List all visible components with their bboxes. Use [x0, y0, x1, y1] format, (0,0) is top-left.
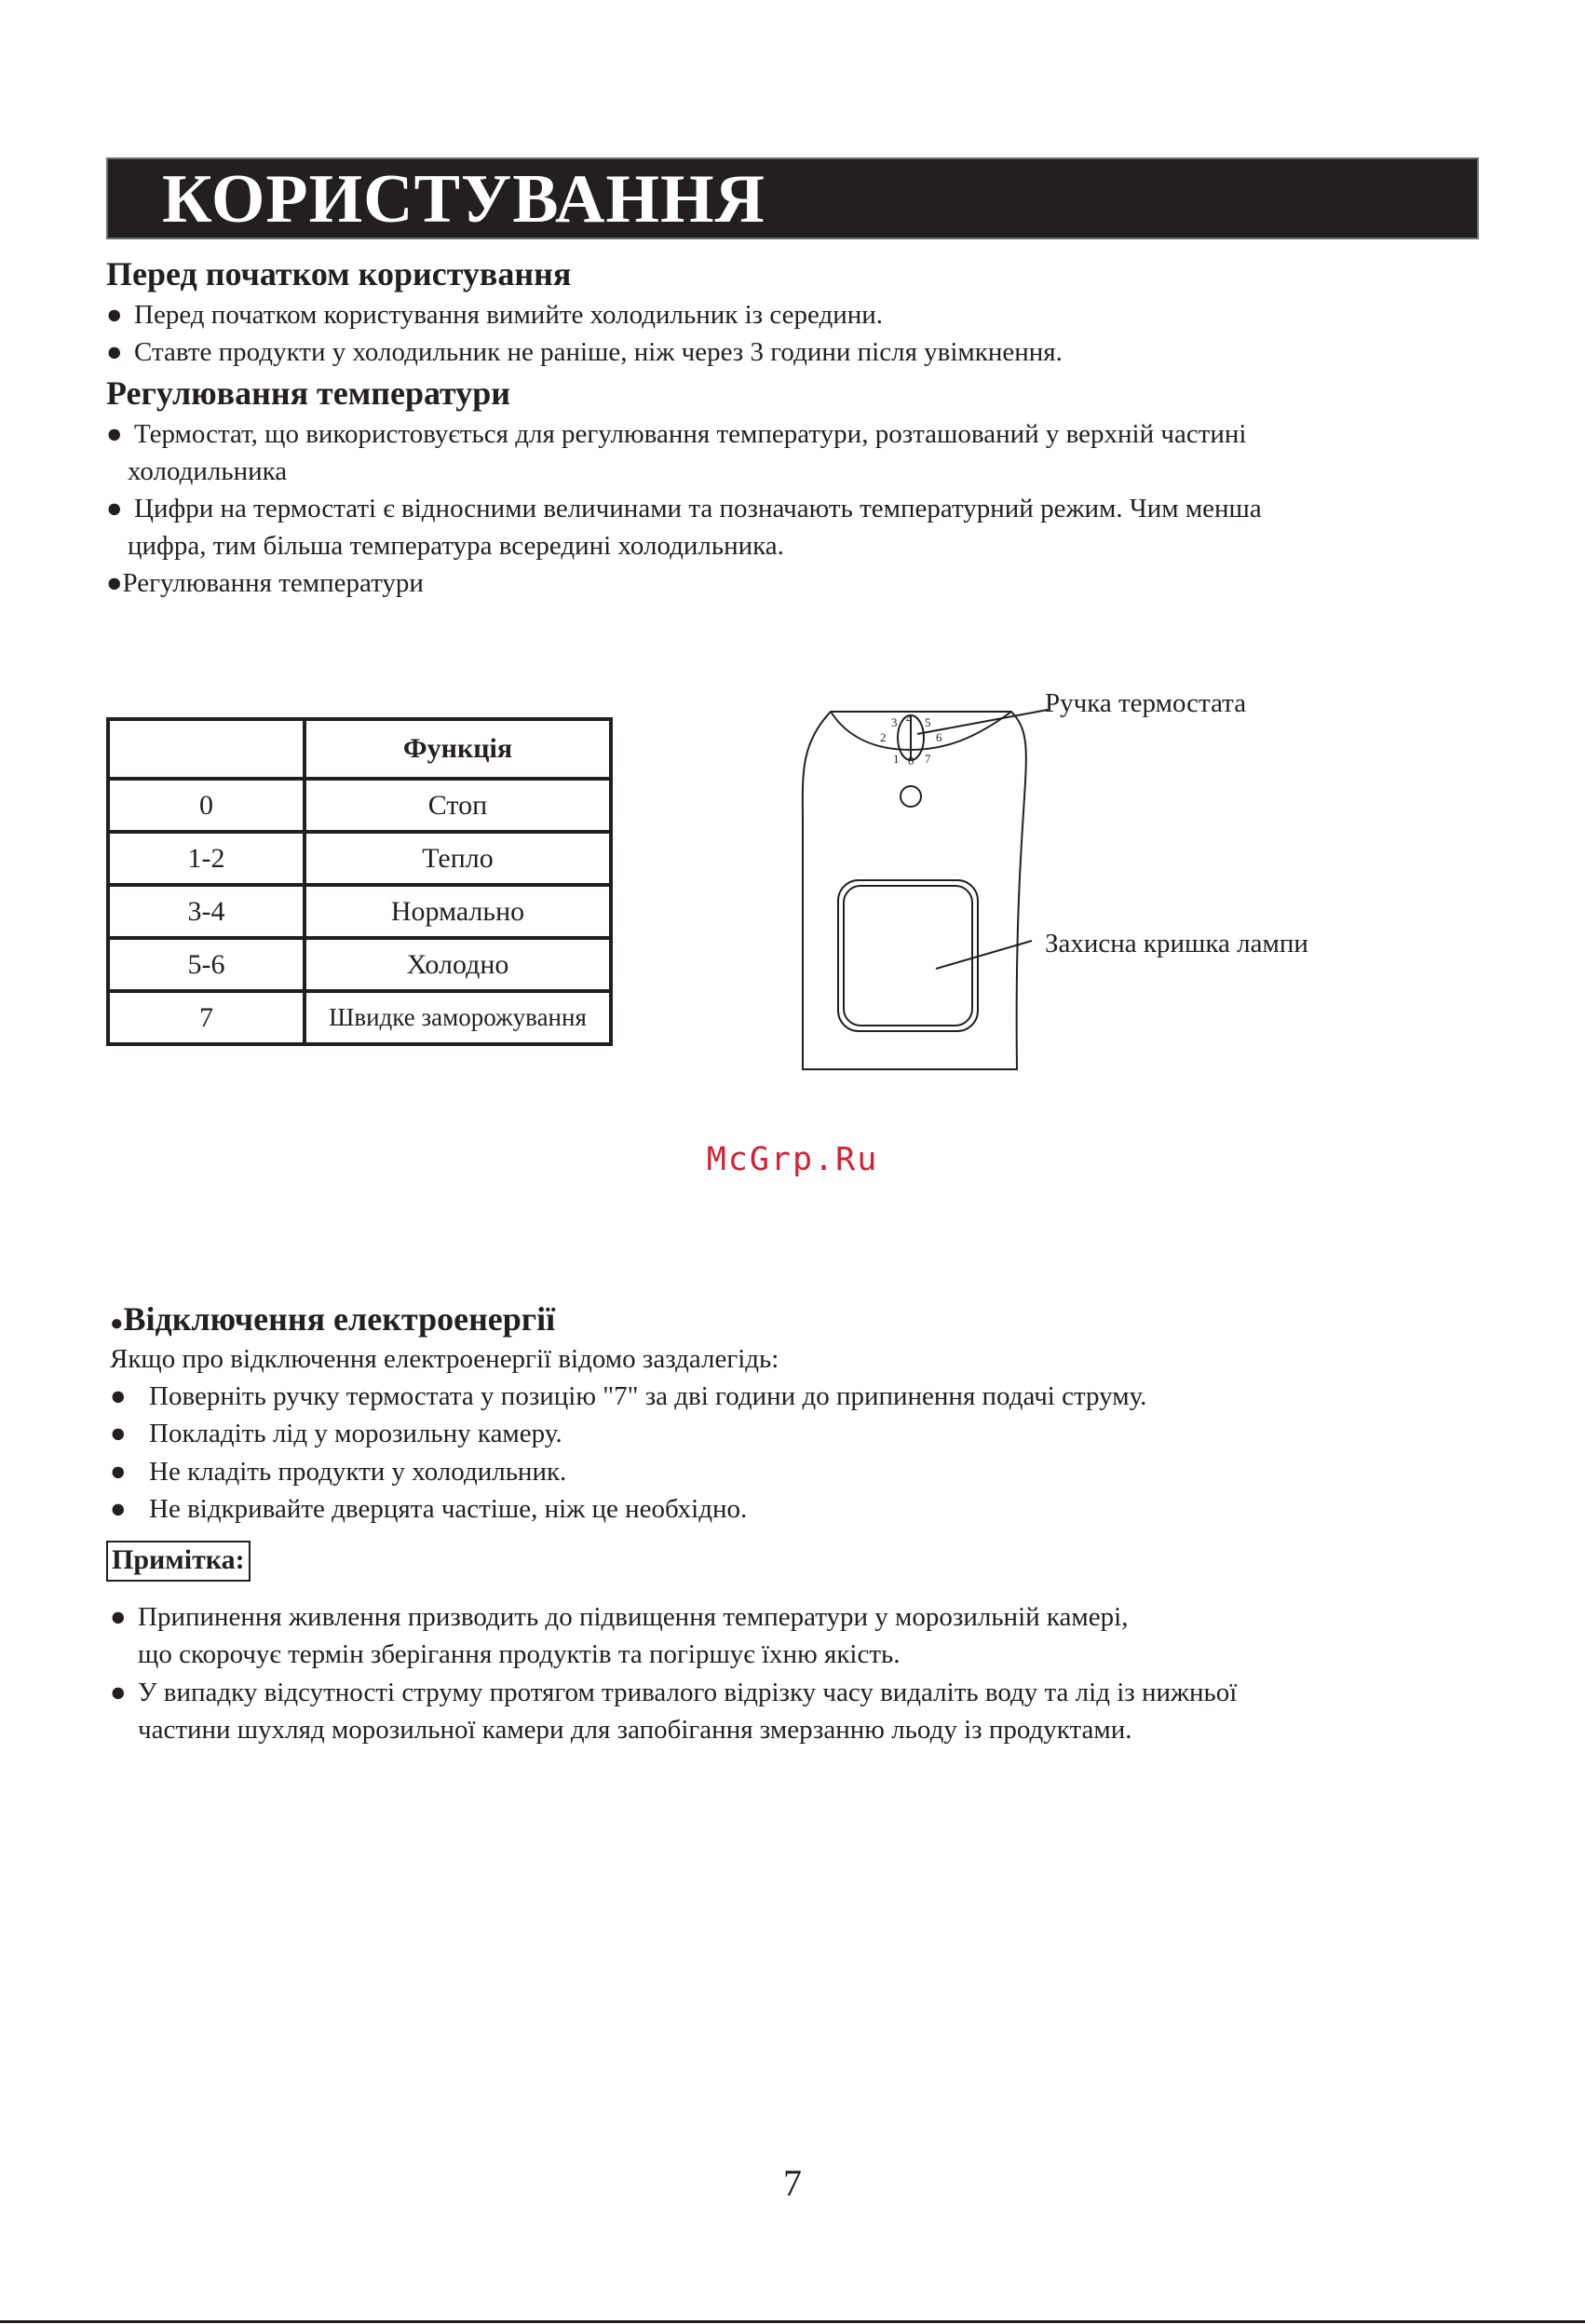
- table-cell: Стоп: [305, 779, 611, 832]
- temp-item-1: ● Термостат, що використовується для регулювання температури, розташований у верхній частині: [106, 419, 1247, 449]
- note-item-1: ● Припинення живлення призводить до підвищення температури у морозильній камері,: [110, 1602, 1129, 1632]
- power-off-item-4: ● Не відкривайте дверцята частіше, ніж це необхідно.: [110, 1494, 748, 1524]
- lamp-button-icon: [901, 786, 921, 807]
- dial-number: 2: [880, 730, 887, 744]
- table-header-cell: Функція: [305, 719, 611, 779]
- watermark: McGrp.Ru: [706, 1141, 879, 1178]
- table-cell: Тепло: [305, 832, 611, 885]
- lamp-cover-inner: [844, 886, 972, 1026]
- note-item-1-cont: що скорочує термін зберігання продуктів та погіршує їхню якість.: [138, 1639, 901, 1669]
- dial-number: 5: [925, 715, 931, 729]
- note-item-2: ● У випадку відсутності струму протягом тривалого відрізку часу видаліть воду та лід із нижньої: [110, 1678, 1238, 1707]
- page-number: 7: [783, 2162, 802, 2204]
- table-header-cell: [108, 719, 305, 779]
- thermostat-knob-label: Ручка термостата: [1045, 689, 1247, 718]
- temp-item-2: ● Цифри на термостаті є відносними величинами та позначають температурний режим. Чим менша: [106, 494, 1262, 523]
- table-header-row: [108, 719, 611, 779]
- page-title: КОРИСТУВАННЯ: [162, 161, 765, 238]
- table-row: [108, 885, 611, 938]
- dial-number: 0: [908, 754, 914, 768]
- thermostat-housing: [831, 712, 1011, 750]
- power-off-intro: Якщо про відключення електроенергії відомо заздалегідь:: [110, 1344, 779, 1374]
- table-cell: 0: [108, 779, 305, 832]
- dial-number: 7: [925, 752, 931, 766]
- table-cell: 1-2: [108, 832, 305, 885]
- note-label: Примітка:: [106, 1541, 251, 1582]
- table-cell: 3-4: [108, 885, 305, 938]
- thermostat-function-table: [106, 717, 613, 1046]
- note-item-2-cont: частини шухляд морозильної камери для запобігання змерзанню льоду із продуктами.: [138, 1715, 1132, 1745]
- before-use-item-2: ● Ставте продукти у холодильник не раніше, ніж через 3 години після увімкнення.: [106, 337, 1063, 367]
- title-banner: [106, 157, 1479, 239]
- dial-number: 4: [906, 712, 913, 726]
- fridge-wall-outline: [803, 712, 1026, 1069]
- temp-sub: ●Регулювання температури: [106, 568, 424, 598]
- before-use-heading: Перед початком користування: [106, 255, 572, 292]
- temp-heading: Регулювання температури: [106, 374, 511, 412]
- lamp-cover-outer: [838, 880, 978, 1031]
- table-cell: Нормально: [305, 885, 611, 938]
- temp-item-1-cont: холодильника: [128, 456, 288, 486]
- table-row: [108, 991, 611, 1044]
- table-cell: 7: [108, 991, 305, 1044]
- table-cell: Швидке заморожування: [305, 991, 611, 1044]
- dial-number: 1: [893, 752, 900, 766]
- fridge-interior-diagram: [782, 689, 1360, 1080]
- table-cell: 5-6: [108, 938, 305, 991]
- temp-item-2-cont: цифра, тим більша температура всередині холодильника.: [128, 531, 784, 561]
- power-off-heading: ●Відключення електроенергії: [110, 1300, 556, 1338]
- before-use-item-1: ● Перед початком користування вимийте холодильник із середини.: [106, 300, 884, 330]
- table-cell: Холодно: [305, 938, 611, 991]
- lamp-cover-label: Захисна кришка лампи: [1045, 929, 1308, 958]
- dial-number: 3: [891, 715, 898, 729]
- power-off-item-2: ● Покладіть лід у морозильну камеру.: [110, 1419, 562, 1448]
- power-off-item-1: ● Поверніть ручку термостата у позицію "7" за дві години до припинення подачі струму.: [110, 1381, 1147, 1411]
- table-row: [108, 832, 611, 885]
- dial-number: 6: [936, 730, 942, 744]
- bottom-divider: [0, 2320, 1585, 2323]
- power-off-item-3: ● Не кладіть продукти у холодильник.: [110, 1457, 567, 1487]
- table-row: [108, 938, 611, 991]
- table-row: [108, 779, 611, 832]
